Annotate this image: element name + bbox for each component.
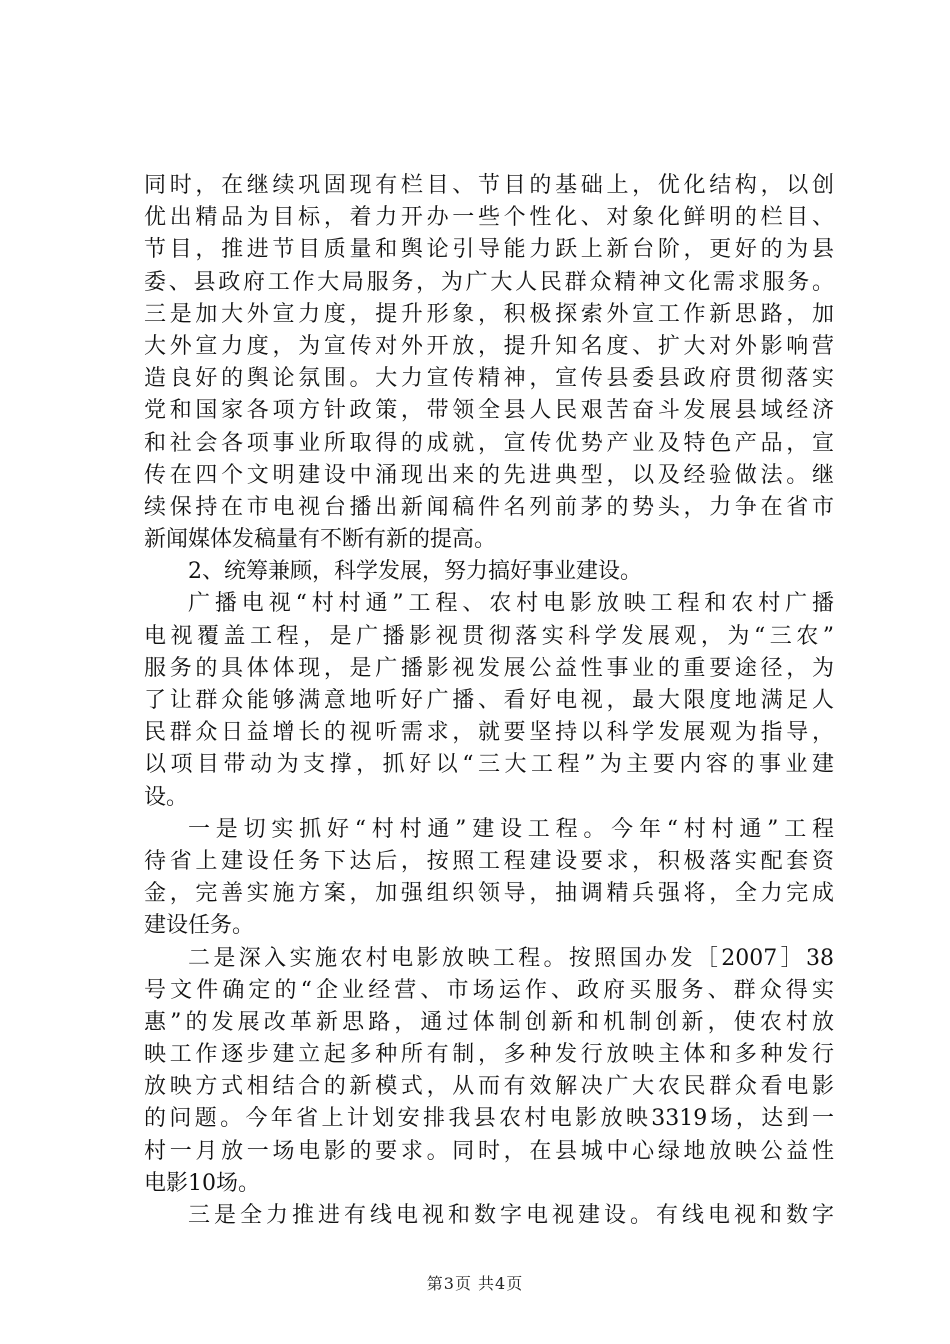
text-line: 惠”的发展改革新思路，通过体制创新和机制创新，使农村放 [144, 1009, 834, 1035]
text-line: 一是切实抓好“村村通”建设工程。今年“村村通”工程 [188, 816, 834, 842]
text-line: 号文件确定的“企业经营、市场运作、政府买服务、群众得实 [144, 977, 834, 1003]
text-line: 待省上建设任务下达后，按照工程建设要求，积极落实配套资 [144, 848, 834, 874]
text-line: 委、县政府工作大局服务，为广大人民群众精神文化需求服务。 [144, 269, 834, 295]
text-line: 村一月放一场电影的要求。同时，在县城中心绿地放映公益性 [144, 1138, 834, 1164]
text-line: 设。 [144, 784, 189, 810]
page-footer: 第3页 共4页 [426, 1274, 524, 1293]
text-line: 电影10场。 [144, 1170, 260, 1196]
text-line: 新闻媒体发稿量有不断有新的提高。 [144, 527, 497, 553]
text-line: 电视覆盖工程，是广播影视贯彻落实科学发展观，为“三农” [144, 623, 834, 649]
text-line: 服务的具体体现，是广播影视发展公益性事业的重要途径，为 [144, 655, 834, 681]
text-line: 党和国家各项方针政策，带领全县人民艰苦奋斗发展县域经济 [144, 398, 834, 424]
body-text [144, 170, 834, 1232]
text-line: 造良好的舆论氛围。大力宣传精神，宣传县委县政府贯彻落实 [144, 366, 834, 392]
text-line: 民群众日益增长的视听需求，就要坚持以科学发展观为指导， [144, 720, 834, 746]
text-line: 三是加大外宣力度，提升形象，积极探索外宣工作新思路，加 [144, 301, 834, 327]
text-line: 2、统筹兼顾，科学发展，努力搞好事业建设。 [188, 559, 642, 585]
text-line: 二是深入实施农村电影放映工程。按照国办发［2007］38 [188, 945, 834, 971]
text-line: 的问题。今年省上计划安排我县农村电影放映3319场，达到一 [144, 1106, 834, 1132]
text-line: 三是全力推进有线电视和数字电视建设。有线电视和数字 [188, 1203, 834, 1228]
text-line: 广播电视“村村通”工程、农村电影放映工程和农村广播 [188, 591, 834, 617]
text-line: 续保持在市电视台播出新闻稿件名列前茅的势头，力争在省市 [144, 494, 834, 520]
text-line: 节目，推进节目质量和舆论引导能力跃上新台阶，更好的为县 [144, 237, 834, 263]
text-line: 和社会各项事业所取得的成就，宣传优势产业及特色产品，宣 [144, 430, 834, 456]
text-line: 大外宣力度，为宣传对外开放，提升知名度、扩大对外影响营 [144, 333, 834, 359]
text-line: 优出精品为目标，着力开办一些个性化、对象化鲜明的栏目、 [144, 205, 834, 231]
text-line: 传在四个文明建设中涌现出来的先进典型，以及经验做法。继 [144, 462, 834, 488]
text-line: 金，完善实施方案，加强组织领导，抽调精兵强将，全力完成 [144, 881, 834, 907]
text-line: 了让群众能够满意地听好广播、看好电视，最大限度地满足人 [144, 688, 834, 713]
text-line: 建设任务。 [144, 913, 255, 939]
text-line: 放映方式相结合的新模式，从而有效解决广大农民群众看电影 [144, 1074, 834, 1100]
text-line: 同时，在继续巩固现有栏目、节目的基础上，优化结构，以创 [144, 173, 834, 198]
text-line: 以项目带动为支撑，抓好以“三大工程”为主要内容的事业建 [144, 752, 834, 778]
text-line: 映工作逐步建立起多种所有制，多种发行放映主体和多种发行 [144, 1042, 834, 1068]
